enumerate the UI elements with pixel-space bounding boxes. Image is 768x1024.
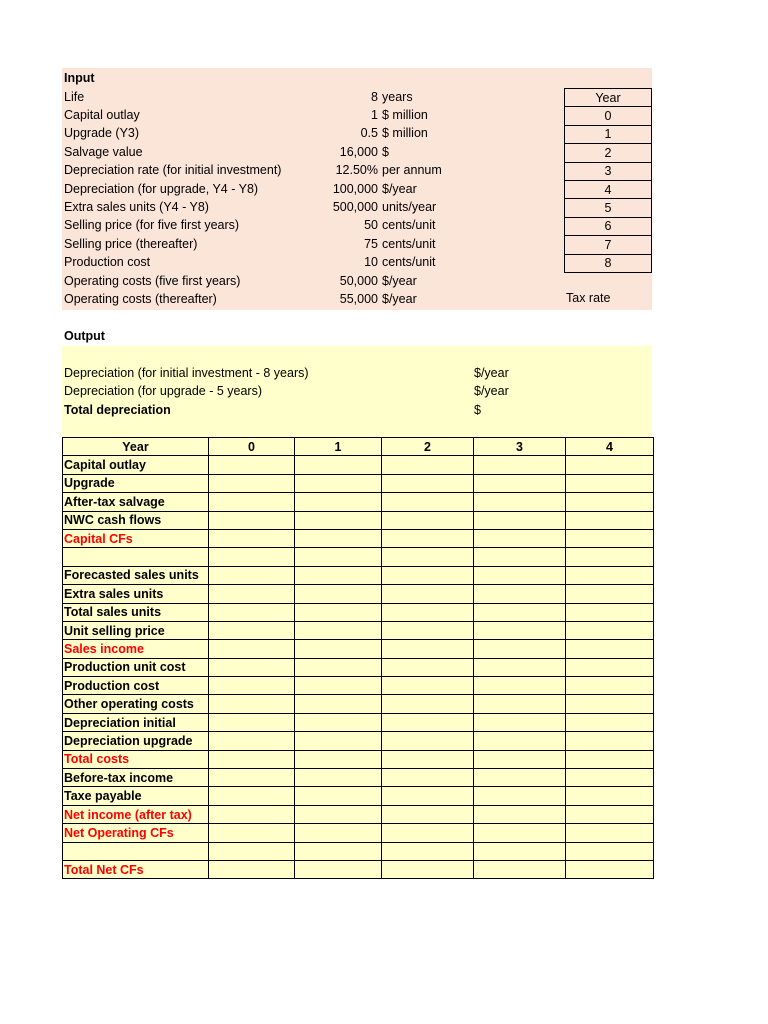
table-cell[interactable] [295,603,382,621]
input-unit: $/year [382,181,417,196]
table-cell[interactable] [382,842,474,860]
table-cell[interactable] [295,566,382,584]
table-cell[interactable] [209,621,295,639]
input-label: Extra sales units (Y4 - Y8) [64,199,209,214]
table-cell[interactable] [382,456,474,474]
row-label: Unit selling price [63,621,209,639]
table-cell[interactable] [566,842,654,860]
input-value: 16,000 [339,144,378,159]
table-cell[interactable] [209,566,295,584]
table-row [63,677,654,695]
table-cell[interactable] [382,529,474,547]
cash-flow-table [62,437,654,879]
year-cell: 1 [565,125,652,143]
table-cell[interactable] [382,787,474,805]
table-cell[interactable] [474,805,566,823]
table-cell[interactable] [566,456,654,474]
column-header: Year [63,438,209,456]
year-list [564,88,652,273]
tax-rate-label: Tax rate [566,291,611,305]
input-value: 1 [371,107,378,122]
input-label: Depreciation (for upgrade, Y4 - Y8) [64,181,259,196]
table-row [63,511,654,529]
row-label: Depreciation upgrade [63,732,209,750]
table-cell[interactable] [382,640,474,658]
table-cell[interactable] [295,824,382,842]
output-unit: $/year [474,366,509,380]
row-label: Total Net CFs [63,860,209,878]
input-unit: per annum [382,163,442,178]
table-cell[interactable] [474,493,566,511]
table-cell[interactable] [295,493,382,511]
column-header: 3 [474,438,566,456]
table-cell[interactable] [566,474,654,492]
table-row [63,603,654,621]
table-header-row [63,438,654,456]
table-cell[interactable] [295,658,382,676]
table-cell[interactable] [295,511,382,529]
year-cell: 3 [565,162,652,180]
table-cell[interactable] [209,695,295,713]
table-row [63,566,654,584]
table-cell[interactable] [295,474,382,492]
input-unit: $ million [382,126,428,141]
table-cell[interactable] [382,474,474,492]
table-row [63,695,654,713]
table-cell[interactable] [382,585,474,603]
table-cell[interactable] [474,474,566,492]
row-label: Upgrade [63,474,209,492]
table-cell[interactable] [474,548,566,566]
year-cell: 7 [565,236,652,254]
table-cell[interactable] [209,511,295,529]
input-unit: cents/unit [382,236,436,251]
input-label: Operating costs (thereafter) [64,291,217,306]
table-cell[interactable] [566,695,654,713]
year-header: Year [565,89,652,107]
row-label: NWC cash flows [63,511,209,529]
table-cell[interactable] [382,713,474,731]
table-cell[interactable] [474,713,566,731]
input-value: 55,000 [339,291,378,306]
row-label [63,548,209,566]
input-value: 75 [364,236,378,251]
table-row [63,493,654,511]
table-cell[interactable] [295,548,382,566]
table-cell[interactable] [295,732,382,750]
table-row [63,529,654,547]
table-row [63,805,654,823]
table-cell[interactable] [209,824,295,842]
table-cell[interactable] [474,677,566,695]
table-cell[interactable] [382,677,474,695]
table-row [63,658,654,676]
input-value: 10 [364,255,378,270]
year-cell: 4 [565,180,652,198]
row-label: Before-tax income [63,769,209,787]
table-cell[interactable] [474,732,566,750]
table-row [63,842,654,860]
row-label: Capital outlay [63,456,209,474]
table-cell[interactable] [382,732,474,750]
table-cell[interactable] [566,529,654,547]
table-cell[interactable] [209,787,295,805]
table-cell[interactable] [382,658,474,676]
table-cell[interactable] [382,805,474,823]
table-row [63,732,654,750]
table-cell[interactable] [209,750,295,768]
input-value: 8 [371,89,378,104]
year-cell: 0 [565,107,652,125]
table-cell[interactable] [474,860,566,878]
year-cell: 6 [565,217,652,235]
input-label: Life [64,89,85,104]
table-cell[interactable] [566,805,654,823]
row-label: Capital CFs [63,529,209,547]
output-label: Total depreciation [64,402,171,417]
table-cell[interactable] [474,842,566,860]
table-cell[interactable] [382,860,474,878]
input-label: Production cost [64,255,151,270]
column-header: 2 [382,438,474,456]
output-label: Depreciation (for initial investment - 8 years) [64,366,309,380]
year-cell: 8 [565,254,652,272]
table-cell[interactable] [382,566,474,584]
table-cell[interactable] [566,677,654,695]
input-label: Upgrade (Y3) [64,126,140,141]
table-cell[interactable] [295,787,382,805]
input-label: Capital outlay [64,107,140,122]
table-row [63,860,654,878]
table-cell[interactable] [209,677,295,695]
table-cell[interactable] [209,805,295,823]
row-label: Forecasted sales units [63,566,209,584]
table-row [63,474,654,492]
table-cell[interactable] [566,548,654,566]
input-value: 50 [364,218,378,233]
table-cell[interactable] [474,529,566,547]
table-row [63,548,654,566]
table-cell[interactable] [566,787,654,805]
table-cell[interactable] [474,511,566,529]
table-cell[interactable] [566,640,654,658]
table-cell[interactable] [209,640,295,658]
input-label: Selling price (for five first years) [64,218,240,233]
table-cell[interactable] [474,750,566,768]
column-header: 1 [295,438,382,456]
table-cell[interactable] [209,493,295,511]
table-cell[interactable] [209,842,295,860]
table-cell[interactable] [566,511,654,529]
input-value: 12.50% [335,163,378,178]
table-cell[interactable] [209,474,295,492]
table-cell[interactable] [474,769,566,787]
output-label: Depreciation (for upgrade - 5 years) [64,384,263,399]
table-cell[interactable] [474,456,566,474]
row-label: Extra sales units [63,585,209,603]
table-cell[interactable] [474,621,566,639]
input-label: Operating costs (five first years) [64,273,241,288]
table-cell[interactable] [382,769,474,787]
row-label: After-tax salvage [63,493,209,511]
table-row [63,750,654,768]
output-unit: $ [474,402,481,417]
column-header: 0 [209,438,295,456]
table-row [63,787,654,805]
year-cell: 5 [565,199,652,217]
row-label: Sales income [63,640,209,658]
table-cell[interactable] [209,548,295,566]
row-label: Net income (after tax) [63,805,209,823]
table-cell[interactable] [209,769,295,787]
table-cell[interactable] [566,713,654,731]
input-unit: cents/unit [382,218,436,233]
table-cell[interactable] [295,713,382,731]
table-cell[interactable] [382,493,474,511]
table-cell[interactable] [474,603,566,621]
table-cell[interactable] [382,824,474,842]
input-unit: $/year [382,273,417,288]
row-label: Total costs [63,750,209,768]
table-cell[interactable] [295,456,382,474]
table-cell[interactable] [382,511,474,529]
row-label: Other operating costs [63,695,209,713]
row-label [63,842,209,860]
input-value: 100,000 [332,181,378,196]
input-heading: Input [64,71,95,85]
row-label: Production cost [63,677,209,695]
input-unit: $/year [382,291,417,306]
input-label: Salvage value [64,144,143,159]
table-cell[interactable] [474,566,566,584]
table-cell[interactable] [566,860,654,878]
table-cell[interactable] [209,603,295,621]
table-cell[interactable] [474,824,566,842]
table-cell[interactable] [566,769,654,787]
table-cell[interactable] [566,732,654,750]
table-cell[interactable] [209,585,295,603]
table-cell[interactable] [295,769,382,787]
table-row [63,621,654,639]
table-cell[interactable] [295,805,382,823]
row-label: Depreciation initial [63,713,209,731]
input-unit: cents/unit [382,255,436,270]
table-cell[interactable] [382,695,474,713]
input-unit: $ million [382,107,428,122]
table-cell[interactable] [295,842,382,860]
column-header: 4 [566,438,654,456]
year-cell: 2 [565,144,652,162]
row-label: Net Operating CFs [63,824,209,842]
table-cell[interactable] [474,787,566,805]
input-value: 0.5 [360,126,378,141]
table-row [63,456,654,474]
output-unit: $/year [474,384,509,399]
input-label: Selling price (thereafter) [64,236,198,251]
table-row [63,640,654,658]
input-label: Depreciation rate (for initial investment) [64,163,282,178]
row-label: Total sales units [63,603,209,621]
table-cell[interactable] [209,529,295,547]
output-heading: Output [64,329,105,343]
table-cell[interactable] [295,529,382,547]
table-cell[interactable] [295,640,382,658]
input-value: 50,000 [339,273,378,288]
table-cell[interactable] [382,621,474,639]
table-cell[interactable] [295,585,382,603]
table-row [63,713,654,731]
table-cell[interactable] [566,824,654,842]
table-cell[interactable] [209,713,295,731]
table-cell[interactable] [295,750,382,768]
table-cell[interactable] [209,456,295,474]
input-value: 500,000 [332,199,378,214]
table-cell[interactable] [566,750,654,768]
table-cell[interactable] [295,860,382,878]
table-row [63,585,654,603]
table-cell[interactable] [566,658,654,676]
table-cell[interactable] [474,640,566,658]
input-unit: $ [382,144,389,159]
table-cell[interactable] [566,566,654,584]
table-cell[interactable] [209,860,295,878]
table-cell[interactable] [566,585,654,603]
table-cell[interactable] [295,695,382,713]
row-label: Taxe payable [63,787,209,805]
table-row [63,824,654,842]
row-label: Production unit cost [63,658,209,676]
table-cell[interactable] [474,695,566,713]
table-cell[interactable] [382,603,474,621]
table-cell[interactable] [209,658,295,676]
table-cell[interactable] [382,750,474,768]
input-unit: years [382,89,413,104]
input-unit: units/year [382,199,437,214]
table-cell[interactable] [382,548,474,566]
table-cell[interactable] [566,493,654,511]
table-cell[interactable] [566,603,654,621]
table-cell[interactable] [566,621,654,639]
table-cell[interactable] [474,585,566,603]
table-cell[interactable] [209,732,295,750]
table-cell[interactable] [295,621,382,639]
table-cell[interactable] [295,677,382,695]
table-cell[interactable] [474,658,566,676]
table-row [63,769,654,787]
